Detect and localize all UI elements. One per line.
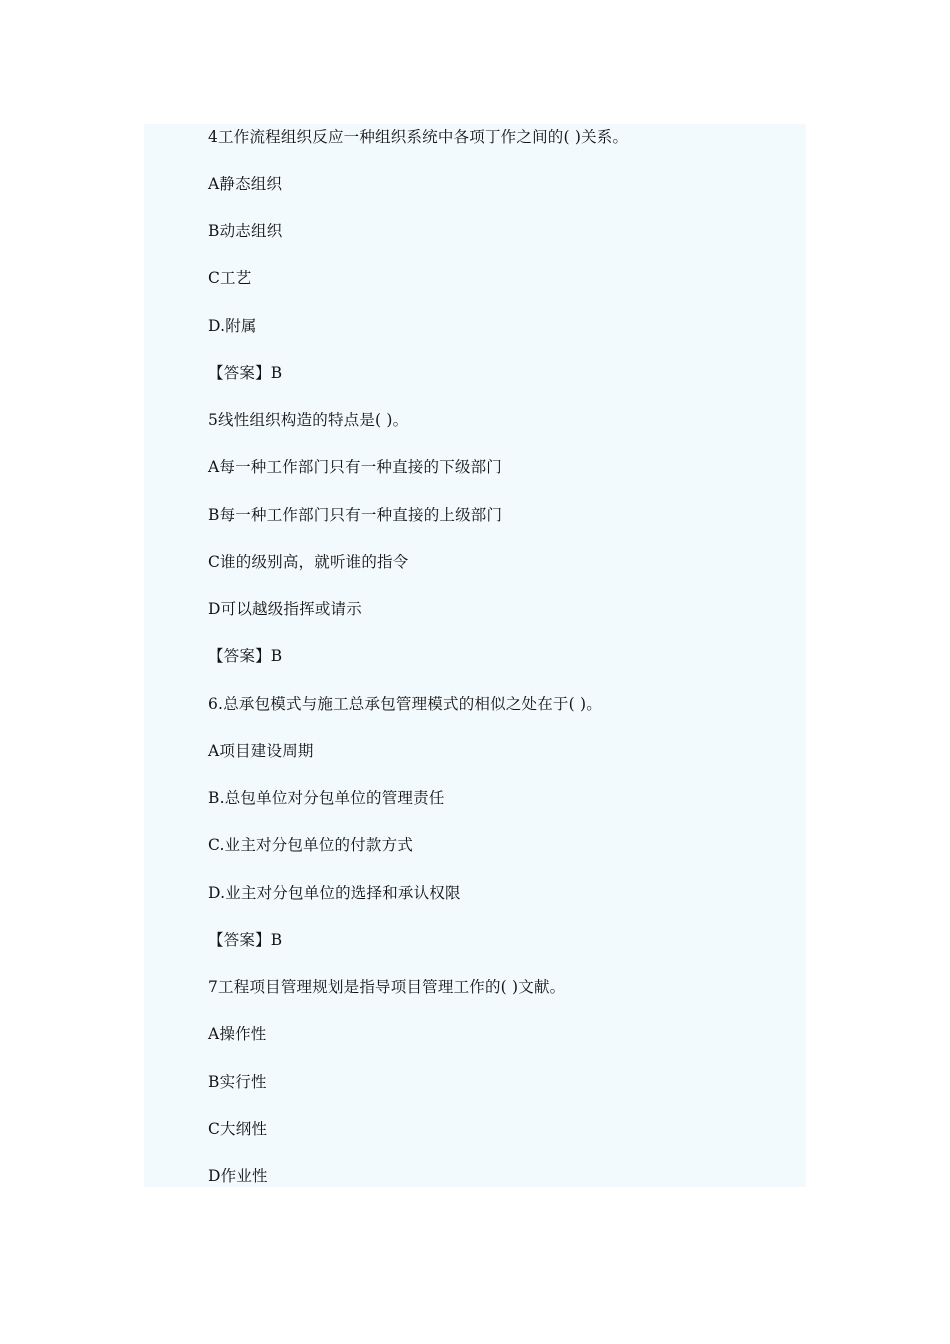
question-7-option-d: D作业性 <box>208 1167 268 1185</box>
question-5-option-c: C谁的级别高，就听谁的指令 <box>208 553 409 571</box>
question-5-option-b: B每一种工作部门只有一种直接的上级部门 <box>208 506 503 524</box>
question-5-option-d: D可以越级指挥或请示 <box>208 600 362 618</box>
question-4-answer: 【答案】B <box>208 364 283 382</box>
question-7-option-b: B实行性 <box>208 1073 267 1091</box>
question-7-option-c: C大纲性 <box>208 1120 268 1138</box>
question-5-answer: 【答案】B <box>208 647 283 665</box>
question-6-option-b: B.总包单位对分包单位的管理责任 <box>208 789 445 807</box>
question-6-option-d: D.业主对分包单位的选择和承认权限 <box>208 884 461 902</box>
question-4-option-b: B动志组织 <box>208 222 283 240</box>
question-4-option-c: C工艺 <box>208 269 252 287</box>
question-6-option-c: C.业主对分包单位的付款方式 <box>208 836 414 854</box>
question-7-text: 7工程项目管理规划是指导项目管理工作的( )文献。 <box>208 978 566 996</box>
question-4-option-a: A静态组织 <box>208 175 283 193</box>
question-7-option-a: A操作性 <box>208 1025 267 1043</box>
question-6-answer: 【答案】B <box>208 931 283 949</box>
question-6-option-a: A项目建设周期 <box>208 742 314 760</box>
question-6-text: 6.总承包模式与施工总承包管理模式的相似之处在于( )。 <box>208 695 602 713</box>
question-4-text: 4工作流程组织反应一种组织系统中各项丁作之间的( )关系。 <box>208 128 629 146</box>
question-5-option-a: A每一种工作部门只有一种直接的下级部门 <box>208 458 502 476</box>
question-5-text: 5线性组织构造的特点是( )。 <box>208 411 409 429</box>
question-4-option-d: D.附属 <box>208 317 257 335</box>
